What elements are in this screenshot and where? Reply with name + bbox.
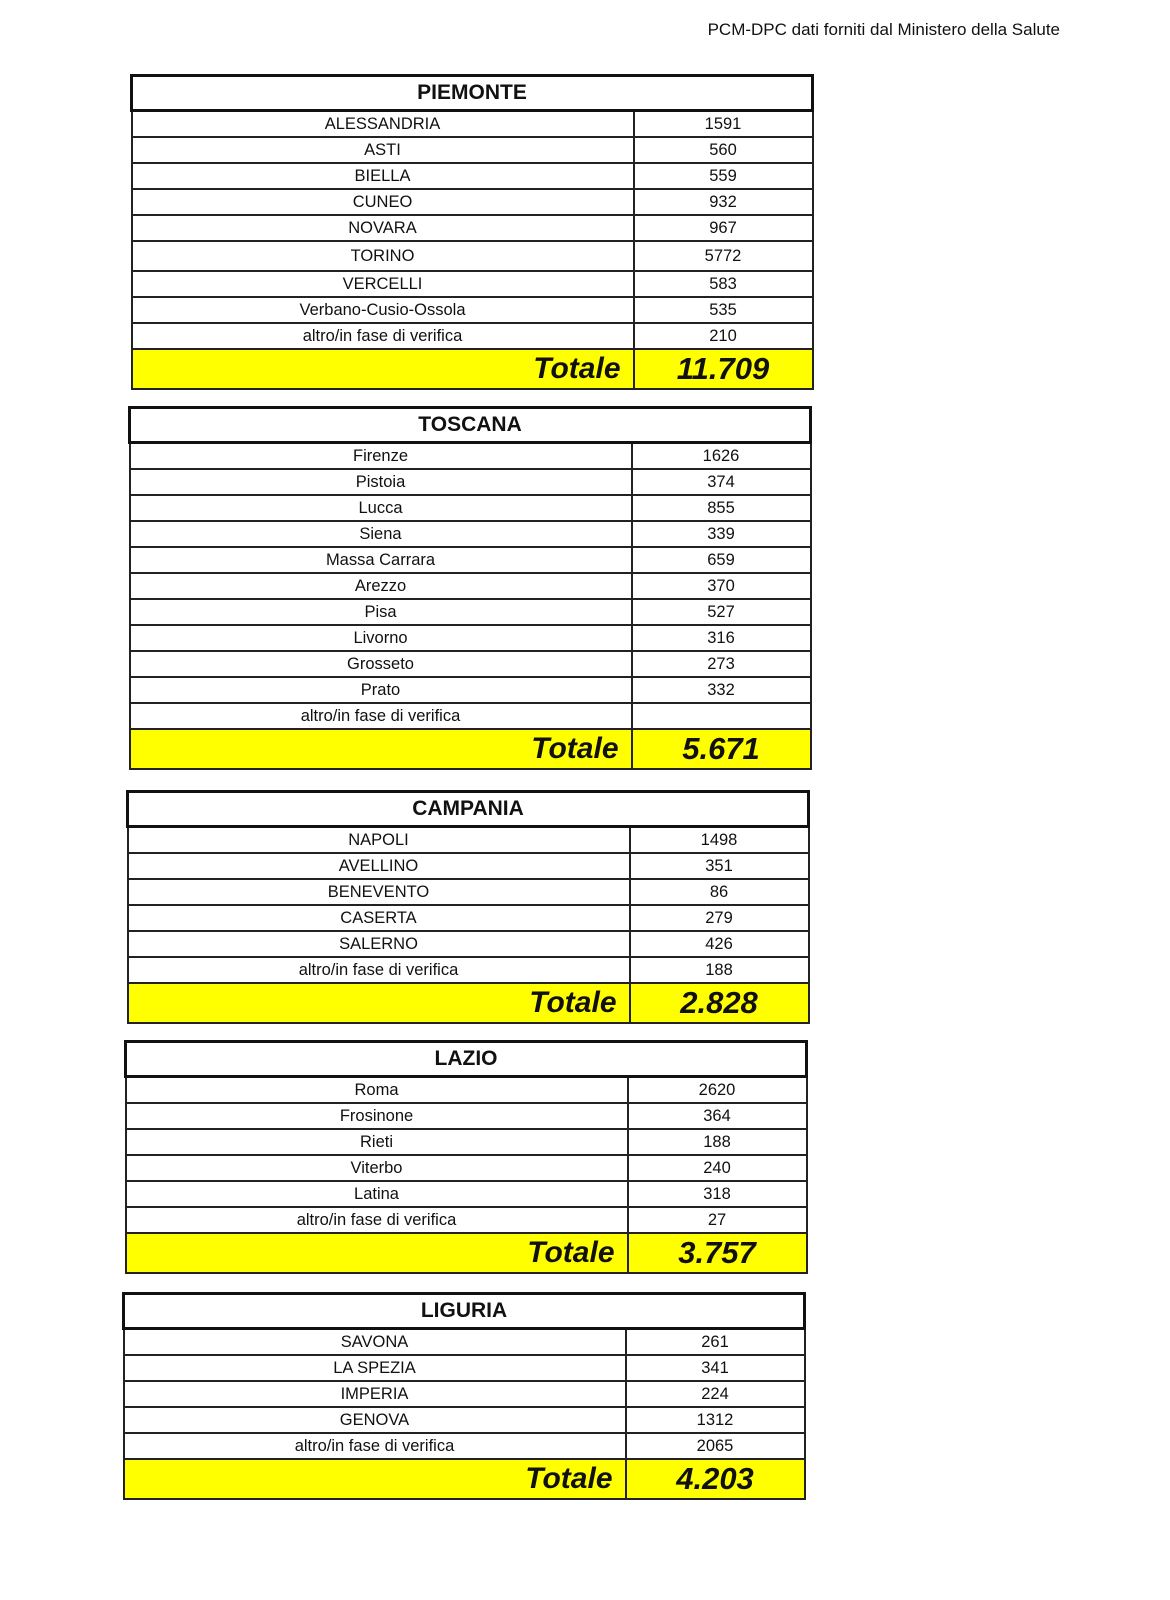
table-row — [130, 651, 811, 677]
province-name: SALERNO — [128, 931, 630, 957]
province-name: BIELLA — [132, 163, 634, 189]
table-row — [124, 1407, 805, 1433]
total-label: Totale — [130, 729, 632, 769]
region-title: TOSCANA — [130, 408, 811, 443]
province-name: altro/in fase di verifica — [132, 323, 634, 349]
total-row — [126, 1233, 807, 1273]
province-name: AVELLINO — [128, 853, 630, 879]
province-name: Grosseto — [130, 651, 632, 677]
province-name: Firenze — [130, 443, 632, 470]
region-title: PIEMONTE — [132, 76, 813, 111]
table-row — [128, 853, 809, 879]
province-value: 318 — [628, 1181, 807, 1207]
total-label: Totale — [124, 1459, 626, 1499]
province-name: GENOVA — [124, 1407, 626, 1433]
province-value: 240 — [628, 1155, 807, 1181]
region-title: LAZIO — [126, 1042, 807, 1077]
province-name: TORINO — [132, 241, 634, 271]
province-value: 1626 — [632, 443, 811, 470]
table-row — [130, 573, 811, 599]
total-value: 2.828 — [630, 983, 809, 1023]
province-name: Rieti — [126, 1129, 628, 1155]
table-row — [126, 1103, 807, 1129]
table-row — [128, 957, 809, 983]
region-table-liguria — [122, 1292, 806, 1500]
province-value: 261 — [626, 1329, 805, 1356]
province-value: 559 — [634, 163, 813, 189]
province-value: 339 — [632, 521, 811, 547]
region-title: CAMPANIA — [128, 792, 809, 827]
province-name: Verbano-Cusio-Ossola — [132, 297, 634, 323]
province-name: Siena — [130, 521, 632, 547]
province-name: Massa Carrara — [130, 547, 632, 573]
table-row — [130, 703, 811, 729]
total-row — [132, 349, 813, 389]
province-value: 1591 — [634, 111, 813, 138]
table-row — [132, 323, 813, 349]
province-value: 351 — [630, 853, 809, 879]
table-row — [130, 547, 811, 573]
source-note: PCM-DPC dati forniti dal Ministero della Salute — [707, 20, 1060, 39]
table-row — [130, 625, 811, 651]
province-value — [632, 703, 811, 729]
province-name: Latina — [126, 1181, 628, 1207]
table-row — [132, 241, 813, 271]
total-row — [130, 729, 811, 769]
province-name: altro/in fase di verifica — [130, 703, 632, 729]
total-label: Totale — [126, 1233, 628, 1273]
table-row — [132, 189, 813, 215]
table-row — [126, 1077, 807, 1104]
province-name: Roma — [126, 1077, 628, 1104]
table-row — [124, 1381, 805, 1407]
province-name: CASERTA — [128, 905, 630, 931]
province-name: IMPERIA — [124, 1381, 626, 1407]
table-row — [124, 1329, 805, 1356]
province-name: Lucca — [130, 495, 632, 521]
province-value: 86 — [630, 879, 809, 905]
province-name: Prato — [130, 677, 632, 703]
region-title: LIGURIA — [124, 1294, 805, 1329]
province-name: Frosinone — [126, 1103, 628, 1129]
province-value: 855 — [632, 495, 811, 521]
table-row — [132, 163, 813, 189]
table-row — [124, 1355, 805, 1381]
table-row — [126, 1129, 807, 1155]
province-value: 316 — [632, 625, 811, 651]
province-value: 370 — [632, 573, 811, 599]
table-row — [130, 677, 811, 703]
province-value: 659 — [632, 547, 811, 573]
province-name: VERCELLI — [132, 271, 634, 297]
table-row — [132, 111, 813, 138]
total-label: Totale — [132, 349, 634, 389]
region-table-campania — [126, 790, 810, 1024]
province-name: NAPOLI — [128, 827, 630, 854]
table-row — [128, 931, 809, 957]
table-row — [132, 271, 813, 297]
province-value: 967 — [634, 215, 813, 241]
province-value: 535 — [634, 297, 813, 323]
province-value: 27 — [628, 1207, 807, 1233]
province-name: ASTI — [132, 137, 634, 163]
province-value: 279 — [630, 905, 809, 931]
province-value: 364 — [628, 1103, 807, 1129]
total-row — [124, 1459, 805, 1499]
table-row — [132, 137, 813, 163]
table-row — [130, 599, 811, 625]
province-name: Pisa — [130, 599, 632, 625]
province-value: 341 — [626, 1355, 805, 1381]
province-value: 188 — [628, 1129, 807, 1155]
table-row — [130, 495, 811, 521]
province-value: 5772 — [634, 241, 813, 271]
province-name: altro/in fase di verifica — [126, 1207, 628, 1233]
table-row — [130, 469, 811, 495]
province-name: CUNEO — [132, 189, 634, 215]
province-name: LA SPEZIA — [124, 1355, 626, 1381]
province-name: Arezzo — [130, 573, 632, 599]
table-row — [126, 1181, 807, 1207]
province-value: 188 — [630, 957, 809, 983]
province-value: 1312 — [626, 1407, 805, 1433]
region-table-toscana — [128, 406, 812, 770]
region-table-piemonte — [130, 74, 814, 390]
province-name: Livorno — [130, 625, 632, 651]
province-value: 583 — [634, 271, 813, 297]
province-value: 224 — [626, 1381, 805, 1407]
total-value: 3.757 — [628, 1233, 807, 1273]
province-name: altro/in fase di verifica — [124, 1433, 626, 1459]
province-name: Viterbo — [126, 1155, 628, 1181]
province-value: 560 — [634, 137, 813, 163]
province-name: BENEVENTO — [128, 879, 630, 905]
province-name: Pistoia — [130, 469, 632, 495]
table-row — [128, 879, 809, 905]
table-row — [128, 827, 809, 854]
table-row — [126, 1207, 807, 1233]
table-row — [124, 1433, 805, 1459]
table-row — [132, 215, 813, 241]
province-name: SAVONA — [124, 1329, 626, 1356]
table-row — [126, 1155, 807, 1181]
province-value: 1498 — [630, 827, 809, 854]
table-row — [132, 297, 813, 323]
region-table-lazio — [124, 1040, 808, 1274]
province-value: 2065 — [626, 1433, 805, 1459]
province-value: 527 — [632, 599, 811, 625]
total-row — [128, 983, 809, 1023]
province-value: 2620 — [628, 1077, 807, 1104]
total-value: 5.671 — [632, 729, 811, 769]
province-value: 426 — [630, 931, 809, 957]
total-value: 4.203 — [626, 1459, 805, 1499]
province-name: altro/in fase di verifica — [128, 957, 630, 983]
table-row — [130, 443, 811, 470]
total-label: Totale — [128, 983, 630, 1023]
province-name: NOVARA — [132, 215, 634, 241]
province-value: 210 — [634, 323, 813, 349]
province-value: 374 — [632, 469, 811, 495]
table-row — [128, 905, 809, 931]
province-value: 332 — [632, 677, 811, 703]
total-value: 11.709 — [634, 349, 813, 389]
province-value: 932 — [634, 189, 813, 215]
province-value: 273 — [632, 651, 811, 677]
province-name: ALESSANDRIA — [132, 111, 634, 138]
table-row — [130, 521, 811, 547]
